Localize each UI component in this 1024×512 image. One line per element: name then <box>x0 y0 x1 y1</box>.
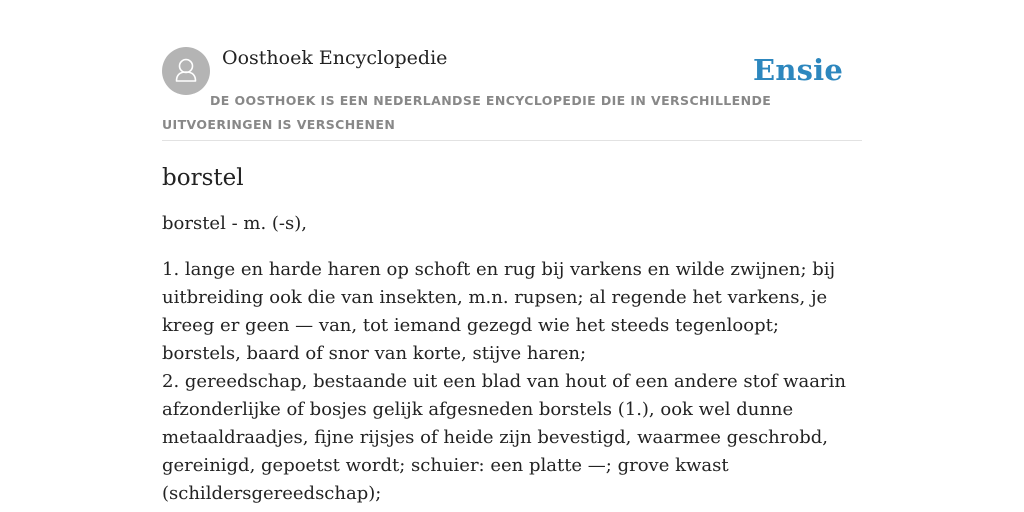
definition-1: 1. lange en harde haren op schoft en rug bij varkens en wilde zwijnen; bij uitbreiding ook die van insekten, m.n. rupsen; al regende het varkens, je kreeg er geen — van, tot iemand gezegd wie het steeds tegenloopt; borstels, baard of snor van korte, stijve haren; <box>162 259 836 364</box>
user-icon <box>162 47 210 95</box>
entry-title: borstel <box>162 165 244 191</box>
source-header <box>162 46 862 141</box>
entry-content <box>162 160 862 508</box>
entry-definitions <box>162 256 862 508</box>
source-description: DE OOSTHOEK IS EEN NEDERLANDSE ENCYCLOPEDIE DIE IN VERSCHILLENDE UITVOERINGEN IS VERSCHENEN <box>162 93 772 132</box>
ensie-logo[interactable]: Ensie <box>753 53 843 87</box>
source-avatar[interactable] <box>162 47 210 95</box>
entry-headword: borstel - m. (-s), <box>162 213 307 234</box>
definition-2: 2. gereedschap, bestaande uit een blad van hout of een andere stof waarin afzonderlijke of bosjes gelijk afgesneden borstels (1.), ook wel dunne metaaldraadjes, fijne rijsjes of heide zijn bevestigd, waarmee geschrobd, gereinigd, gepoetst wordt; schuier: een platte —; grove kwast (schildersgereedschap); <box>162 371 846 504</box>
source-title[interactable]: Oosthoek Encyclopedie <box>222 47 448 69</box>
